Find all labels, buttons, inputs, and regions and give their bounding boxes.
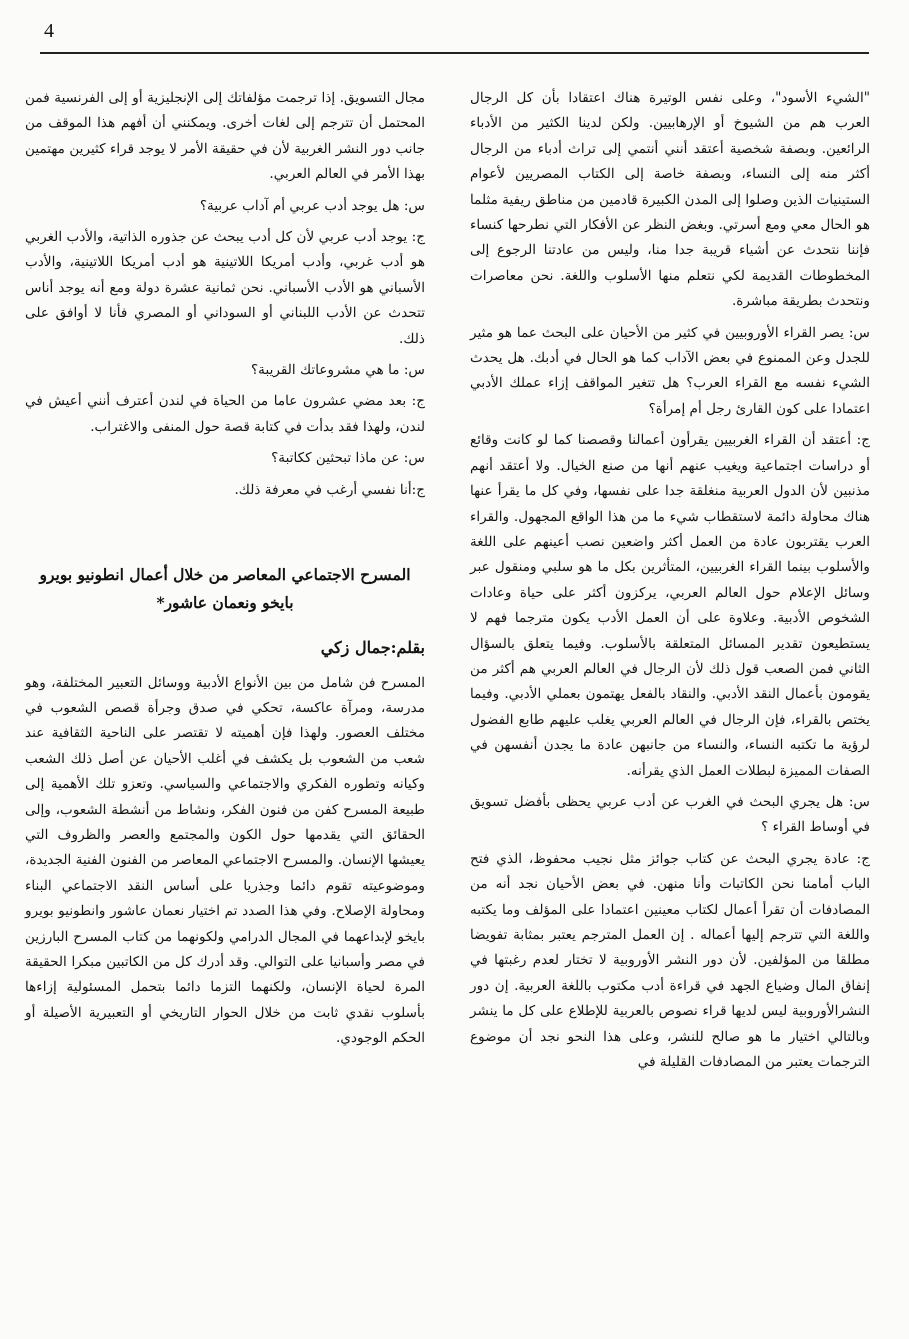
article-paragraph: المسرح فن شامل من بين الأنواع الأدبية ووسائل التعبير المختلفة، وهو مدرسة، ومرآة عاكسة، تحكي في صدق وجرأة قصص الشعوب في مختلف العصور. ولهذا فإن أهميته لا تقتصر على الناحية الثقافية عند شعب من الشعوب بل يكشف في أغلب الأحيان عن أصل ذلك الشعب وكيانه وتطوره الفكري والاجتماعي والسياسي. وتعزو تلك الأهمية إلى طبيعة المسرح كفن من فنون الفكر، ونشاط من أنشطة الشعوب، وإلى الحقائق التي يقدمها حول الكون والمجتمع والعصر والظروف التي يعيشها الإنسان. والمسرح الاجتماعي المعاصر من الفنون الفنية الجديدة، وموضوعيته تقوم دائما وجذريا على أساس النقد الاجتماعي البناء ومحاولة الإصلاح. وفي هذا الصدد تم اختيار نعمان عاشور وانطونيو بويرو بايخو لإبداعهما في المجال الدرامي ولكونهما من كتاب المسرح البارزين في مصر وأسبانيا على التوالي. وقد أدرك كل من الكاتبين مبكرا الحقيقة المرة لحياة الإنسان، ولكنهما التزما دائما بتحمل المسئولية إزاءها بأسلوب نقدي ثابت من خلال الحوار التاريخي أو التعبيرية الأصيلة أو الحكم الوجودي. (25, 674, 425, 1047)
answer-paragraph: ج: يوجد أدب عربي لأن كل أدب يبحث عن جذوره الذاتية، والأدب الغربي هو أدب غربي، وأدب أمريكا اللاتينية هو أدب أمريكا اللاتينية، والأدب الأسباني هو الأدب الأسباني. نحن ثمانية عشرة دولة ومع أنه يوجد أناس تتحدث عن الأدب اللبناني أو السوداني أو المصري فأنا لا أوافق على ذلك. (25, 229, 425, 347)
header-rule (40, 52, 869, 54)
answer-paragraph: ج:أنا نفسي أرغب في معرفة ذلك. (234, 481, 425, 498)
right-column (470, 86, 870, 1081)
question-paragraph: س: هل يجري البحث في الغرب عن أدب عربي يحظى بأفضل تسويق في أوساط القراء ؟ (470, 793, 870, 836)
question-paragraph: س: هل يوجد أدب عربي أم آداب عربية؟ (199, 197, 425, 214)
answer-paragraph: ج: أعتقد أن القراء الغربيين يقرأون أعمالنا وقصصنا كما لو كانت وقائع أو دراسات اجتماعية ويغيب عنهم أنها من صنع الخيال. ولا أعتقد أنهم مذنبين لأن الدول العربية منغلقة جدا على نفسها، وفي كل ما يقرأ عنها هناك محاولة دائمة لاستقطاب شيء ما من هذا الواقع المجهول. والقراء العرب يقتربون عادة من العمل أكثر واضعين نصب أعينهم على اللغة والأسلوب بينما القراء الغربيين، المتأثرين بكل ما هو سلبي ومنقول عبر وسائل الإعلام حول العالم العربي، يركزون أكثر على حياة وعادات الشخوص الأدبية. وعلاوة على أن العمل الأدب يكون مترجما فهم لا يستطيعون تقدير المسائل المتعلقة بالأسلوب. وفيما يتعلق بالسؤال الثاني فمن الصعب قول ذلك لأن الرجال في العالم العربي هم أكثر من يقومون بأعمال النقد الأدبي. والنقاد بالفعل يهتمون بعملي الأدبي. وفيما يختص بالقراء، فإن الرجال في العالم العربي يغلب عليهم طابع الفضول لرؤية ما تكتبه النساء، والنساء من جانبهن عادة ما يجدن أنفسهن في الصفات المميزة لبطلات العمل الذي يقرأنه. (470, 432, 871, 779)
paragraph: مجال التسويق. إذا ترجمت مؤلفاتك إلى الإنجليزية أو إلى الفرنسية فمن المحتمل أن تترجم إلى لغات أخرى. ويمكنني أن أفهم هذا الموقف من جانب دور النشر الغربية لأن في حقيقة الأمر لا يوجد قراء كثيرين مهتمين بهذا الأمر في العالم العربي. (25, 90, 425, 183)
answer-paragraph: ج: عادة يجري البحث عن كتاب جوائز مثل نجيب محفوظ، الذي فتح الباب أمامنا نحن الكاتبات وأنا منهن. في بعض الأحيان نجد أنه من المصادفات أن تقرأ أعمال لكتاب معينين اعتمادا على المؤلف وما يكتبه واللغة التي تترجم إليها أعماله . إن العمل المترجم يعتبر بمثابة تفويضا مطلقا من المؤلفين. لأن دور النشر الأوروبية لا تختار لعدم رغبتها في إنفاق المال وضياع الجهد في قراءة أدب مكتوب باللغة العربية. إن دور النشرالأوروبية ليس لديها قراء نصوص بالعربية للإطلاع على كل ما ينشر وبالتالي اختيار ما هو صالح للنشر، وعلى هذا النحو نجد أن موضوع الترجمات يعتبر من المصادفات القليلة في (470, 850, 870, 1071)
question-paragraph: س: عن ماذا تبحثين ككاتبة؟ (271, 450, 425, 467)
question-paragraph: س: يصر القراء الأوروبيين في كثير من الأحيان على البحث عما هو مثير للجدل وعن الممنوع في بعض الآداب كما هو الحال في أدبك. هل يحدث الشيء نفسه مع القراء العرب؟ هل تتغير المواقف إزاء عملك الأدبي اعتمادا على كون القارئ رجل أم إمرأة؟ (470, 324, 870, 417)
paragraph: "الشيء الأسود"، وعلى نفس الوتيرة هناك اعتقادا بأن كل الرجال العرب هم من الشيوخ أو الإرهابيين. ولكن لدينا الكثير من الأدباء الرائعين. وبصفة شخصية أعتقد أنني أنتمي إلى تراث أدباء من الرجال أكثر منه إلى النساء، وبصفة خاصة إلى الكتاب المصريين لأعوام الستينيات الذين وصلوا إلى المدن الكبيرة قادمين من مناطق ريفية مثلما هو الحال معي ومع أسرتي. وبغض النظر عن الأفكار التي نطرحها كنساء فإننا نتحدث عن أشياء قريبة جدا منا، وليس من عادتنا الرجوع إلى المخطوطات القديمة لكي نتعلم منها الأسلوب واللغة. نحن معاصرات ونتحدث بطريقة مباشرة. (470, 90, 870, 310)
question-paragraph: س: ما هي مشروعاتك القريبة؟ (250, 362, 425, 379)
left-column (25, 86, 425, 1058)
page-number: 4 (44, 20, 54, 42)
answer-paragraph: ج: بعد مضي عشرون عاما من الحياة في لندن أعترف أنني أعيش في لندن، ولهذا فقد بدأت في كتابة قصة حول المنفى والاغتراب. (25, 393, 425, 435)
article-byline: بقلم:جمال زكي (320, 638, 425, 658)
article-title: المسرح الاجتماعي المعاصر من خلال أعمال انطونيو بويرو بايخو ونعمان عاشور* (39, 565, 411, 613)
